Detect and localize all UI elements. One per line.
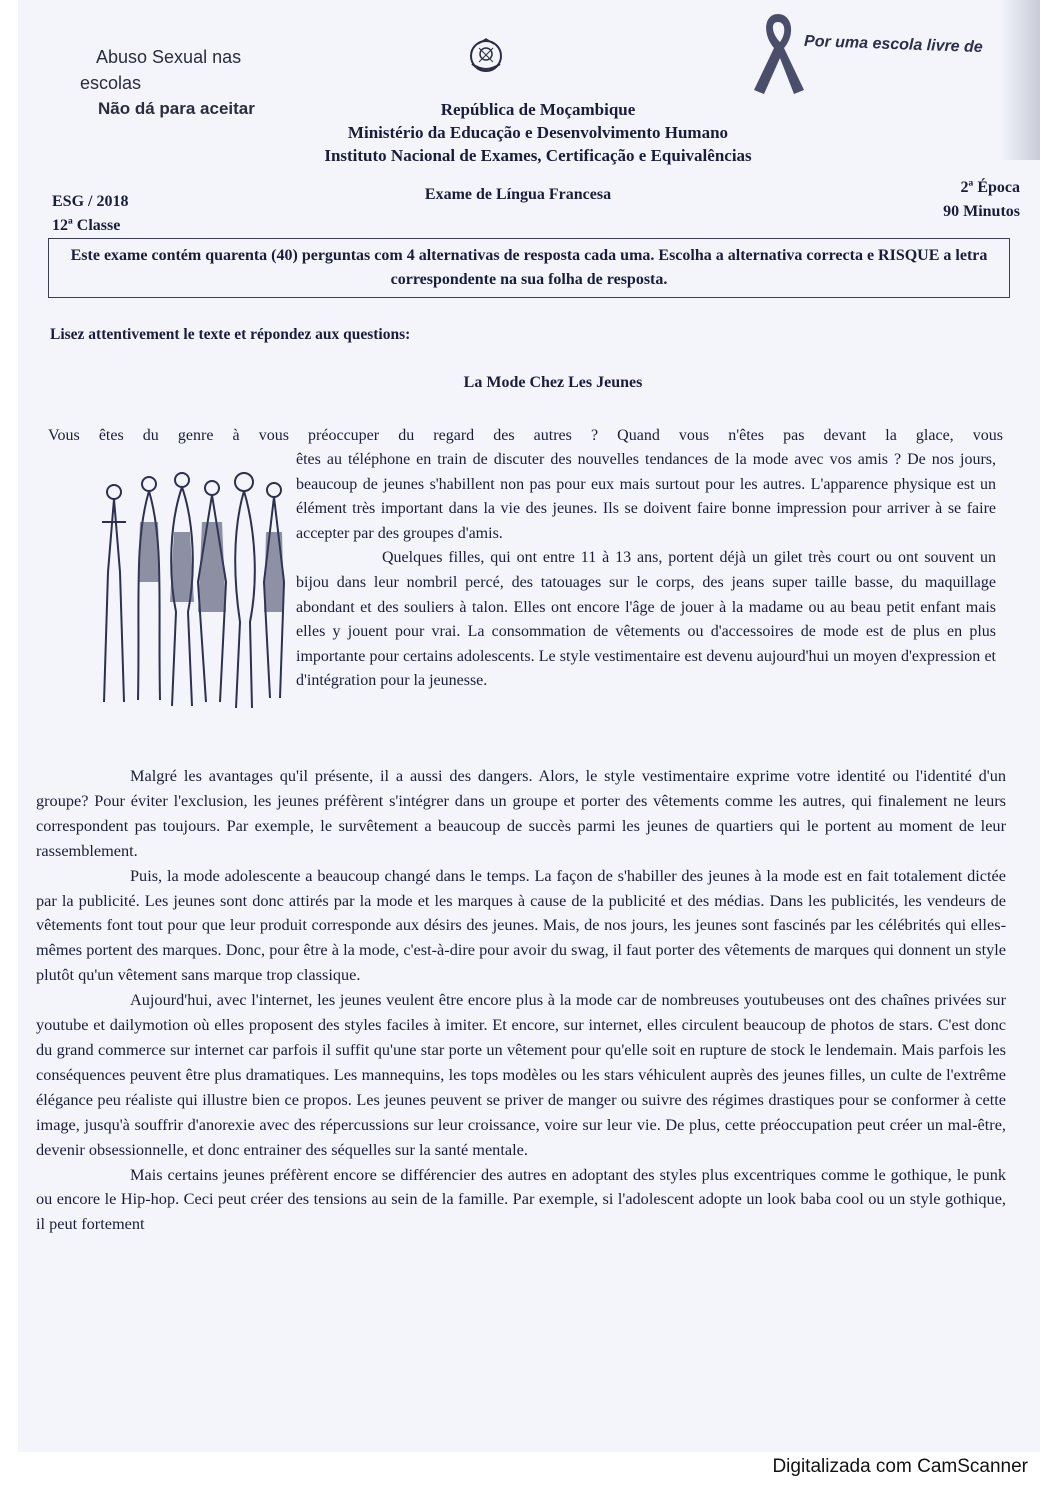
paragraph-4: Puis, la mode adolescente a beaucoup changé dans le temps. La façon de s'habiller des jeunes à la mode est en fait totalement dictée par la publicité. Les jeunes sont donc attirés par la mode et les marques à cause de la publicité et des médias. Dans les publicités, les vendeurs de vêtements font tout pour que leur produit corresponde aux désirs des jeunes. Mais, de nos jours, les jeunes sont fascinés par les célébrités qui elles-mêmes portent des marques. Donc, pour être à la mode, c'est-à-dire pour avoir du swag, il faut porter des vêtements de marques qui donnent un style plutôt qu'un vêtement sans marque trop classique. — [36, 865, 1006, 985]
paragraph-2: Quelques filles, qui ont entre 11 à 13 ans, portent déjà un gilet très court ou ont souvent un bijou dans leur nombril percé, des tatouages sur le corps, des jeans super taille basse, du maquillage abondant et des souliers à talon. Elles ont encore l'âge de jouer à la madame ou au beau petit enfant mais elles y jouent pour vrai. La consommation de vêtements ou d'accessoires de mode est de plus en plus importante pour certains adolescents. Le style vestimentaire est devenu aujourd'hui un moyen d'expression et d'intégration pour la jeunesse. — [296, 549, 996, 690]
country-name: República de Moçambique — [440, 100, 636, 119]
exam-duration: 90 Minutos — [943, 203, 1020, 220]
awareness-ribbon — [738, 8, 1038, 98]
exam-session — [878, 176, 1020, 224]
institute-name: Instituto Nacional de Exames, Certificação e Equivalências — [324, 146, 752, 165]
instructions-box: Este exame contém quarenta (40) perguntas com 4 alternativas de resposta cada uma. Escolha a alternativa correcta e RISQUE a letra correspondente na sua folha de resposta. — [48, 238, 1010, 298]
campaign-line-2: escolas — [80, 73, 142, 93]
campaign-line-1: Abuso Sexual nas — [96, 47, 242, 67]
paragraph-1-first-line: Vous êtes du genre à vous préoccuper du regard des autres ? Quand vous n'êtes pas devant la glace, vous — [48, 427, 1003, 444]
paragraph-5: Aujourd'hui, avec l'internet, les jeunes veulent être encore plus à la mode car de nombreuses youtubeuses ont des chaînes privées sur youtube et dailymotion où elles proposent des styles faciles à imiter. Et encore, sur internet, elles circulent beaucoup de photos de stars. C'est donc du grand commerce sur internet car parfois il suffit qu'une star porte un vêtement pour qu'elle soit en rupture de stock le lendemain. Mais parfois les conséquences peuvent être plus dramatiques. Les mannequins, les tops modèles ou les stars véhiculent auprès des jeunes filles, un culte de l'extrême élégance peu réaliste qui illustre bien ce propos. Les jeunes peuvent se priver de manger ou suivre des régimes drastiques pour se conformer à cette image, jusqu'à souffrir d'anorexie avec des répercussions sur leur croissance, voire sur leur vie. De plus, cette préoccupation peut créer un mal-être, devenir obsessionnelle, et donc entrainer des séquelles sur la santé mentale. — [36, 990, 1006, 1159]
exam-level — [52, 190, 128, 238]
reading-instruction: Lisez attentivement le texte et répondez aux questions: — [50, 326, 411, 343]
paragraph-1-rest: êtes au téléphone en train de discuter des nouvelles tendances de la mode avec vos amis ? De nos jours, beaucoup de jeunes s'habillent non pas pour eux mais surtout pour les autres. L'apparence physique est un élément très important dans la vie des jeunes. Ils se doivent faire bonne impression pour arriver à se faire accepter par des groupes d'amis. — [296, 451, 996, 542]
exam-class: 12ª Classe — [52, 217, 121, 234]
campaign-slogan: Não dá para aceitar — [98, 99, 255, 118]
exam-season: 2ª Época — [960, 179, 1020, 196]
exam-title: Exame de Língua Francesa — [424, 186, 612, 203]
ribbon-icon — [738, 8, 818, 98]
exam-year: ESG / 2018 — [52, 193, 129, 210]
exam-page — [18, 0, 1040, 1452]
text-title: La Mode Chez Les Jeunes — [463, 374, 643, 391]
scanner-watermark: Digitalizada com CamScanner — [772, 1456, 1028, 1477]
paragraph-3: Malgré les avantages qu'il présente, il a aussi des dangers. Alors, le style vestimentaire exprime votre identité ou l'identité d'un groupe? Pour éviter l'exclusion, les jeunes préfèrent s'intégrer dans un groupe et porter des vêtements comme les autres, qui finalement ne leurs correspondent pas toujours. Par exemple, le survêtement a beaucoup de succès parmi les jeunes de quartiers qui le portent au moment de leur rassemblement. — [36, 766, 1006, 860]
mozambique-emblem-icon — [466, 36, 506, 76]
paragraph-6: Mais certains jeunes préfèrent encore se différencier des autres en adoptant des styles plus excentriques comme le gothique, le punk ou encore le Hip-hop. Ceci peut créer des tensions au sein de la famille. Par exemple, si l'adolescent adopte un look baba cool ou un style gothique, il peut fortement — [36, 1164, 1006, 1234]
ribbon-slogan: Por uma escola livre de — [803, 32, 984, 57]
text-beside-illustration — [296, 448, 996, 694]
main-text-body — [36, 764, 1006, 1237]
fashion-illustration — [94, 462, 290, 724]
ministry-name: Ministério da Educação e Desenvolvimento Humano — [347, 123, 729, 142]
government-header — [248, 98, 828, 167]
